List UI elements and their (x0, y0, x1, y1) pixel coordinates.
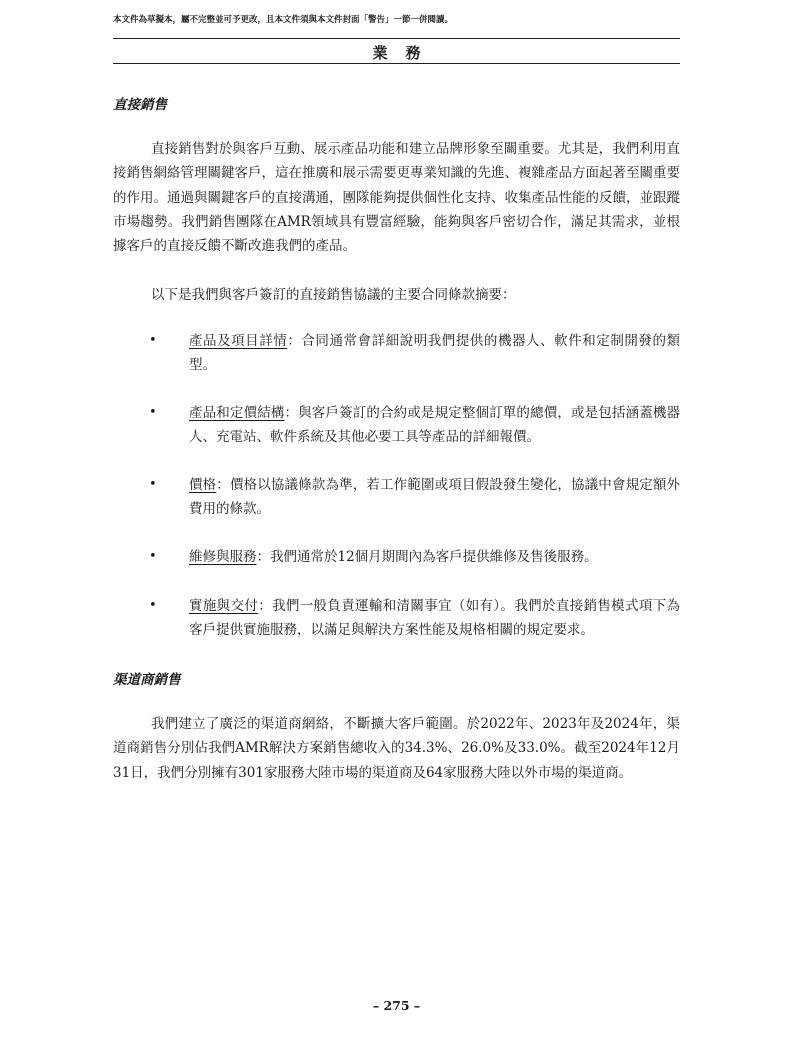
bullet-description: ：我們通常於12個月期間內為客戶提供維修及售後服務。 (256, 549, 598, 565)
header-rule-top (113, 38, 680, 39)
bullet-icon: • (149, 333, 157, 348)
page-number: – 275 – (372, 998, 421, 1013)
bullet-term: 產品和定價結構 (189, 405, 285, 421)
section-title-direct-sales: 直接銷售 (113, 97, 167, 113)
page-header-title: 業務 (372, 44, 439, 62)
bullet-text (189, 594, 680, 643)
distributor-sales-paragraph: 我們建立了廣泛的渠道商網絡，不斷擴大客戶範圍。於2022年、2023年及2024年，渠道商銷售分別佔我們AMR解決方案銷售總收入的34.3%、26.0%及33.0%。截至2024年12月31日，我們分別擁有301家服務大陸市場的渠道商及64家服務大陸以外市場的渠道商。 (113, 716, 680, 781)
bullet-text (189, 473, 680, 522)
bullet-icon: • (149, 477, 157, 492)
bullet-text (189, 329, 680, 378)
bullet-text (189, 401, 680, 450)
bullet-icon: • (149, 598, 157, 613)
bullet-description: ：價格以協議條款為準，若工作範圍或項目假設發生變化，協議中會規定額外費用的條款。 (189, 477, 681, 518)
bullet-icon: • (149, 549, 157, 564)
contract-terms-intro: 以下是我們與客戶簽訂的直接銷售協議的主要合同條款摘要： (151, 287, 516, 303)
bullet-description: ：與客戶簽訂的合約或是規定整個訂單的總價，或是包括涵蓋機器人、充電站、軟件系統及其他必要工具等產品的詳細報價。 (189, 405, 680, 446)
bullet-term: 實施與交付 (189, 598, 259, 614)
draft-disclaimer: 本文件為草擬本，屬不完整並可予更改，且本文件須與本文件封面「警告」一節一併閱讀。 (113, 15, 454, 25)
bullet-term: 維修與服務 (189, 549, 257, 565)
bullet-description: ：我們一般負責運輸和清關事宜（如有）。我們於直接銷售模式項下為客戶提供實施服務，以滿足與解決方案性能及規格相關的規定要求。 (189, 598, 681, 639)
bullet-description: ：合同通常會詳細說明我們提供的機器人、軟件和定制開發的類型。 (189, 333, 681, 374)
section-title-distributor-sales: 渠道商銷售 (113, 672, 181, 688)
bullet-icon: • (149, 405, 157, 420)
direct-sales-paragraph: 直接銷售對於與客戶互動、展示產品功能和建立品牌形象至關重要。尤其是，我們利用直接銷售網絡管理關鍵客戶，這在推廣和展示需要更專業知識的先進、複雜產品方面起著至關重要的作用。通過與關鍵客戶的直接溝通，團隊能夠提供個性化支持、收集產品性能的反饋，並跟蹤市場趨勢。我們銷售團隊在AMR領域具有豐富經驗，能夠與客戶密切合作，滿足其需求，並根據客戶的直接反饋不斷改進我們的產品。 (113, 141, 680, 255)
bullet-term: 產品及項目詳情 (189, 333, 288, 349)
bullet-term: 價格 (189, 477, 217, 493)
header-rule-bottom (113, 63, 680, 64)
bullet-text (189, 545, 680, 569)
